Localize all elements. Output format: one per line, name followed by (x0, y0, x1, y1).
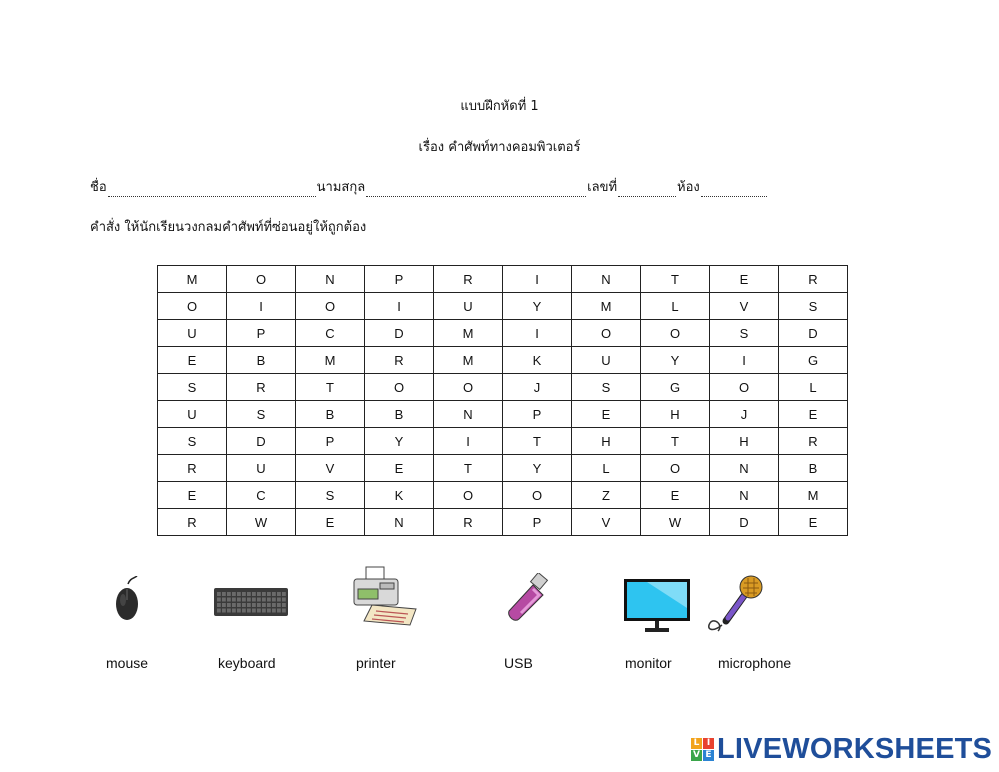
grid-cell[interactable]: N (572, 266, 641, 293)
grid-cell[interactable]: H (572, 428, 641, 455)
grid-row (158, 293, 848, 320)
grid-cell[interactable]: E (365, 455, 434, 482)
grid-cell[interactable]: J (503, 374, 572, 401)
grid-cell[interactable]: H (641, 401, 710, 428)
keyboard-icon (214, 588, 288, 616)
grid-cell[interactable]: E (779, 401, 848, 428)
printer-icon (350, 565, 420, 627)
mouse-icon (113, 576, 143, 622)
grid-cell[interactable]: W (641, 509, 710, 536)
grid-cell[interactable]: M (158, 266, 227, 293)
grid-cell[interactable]: D (779, 320, 848, 347)
word-usb: USB (504, 655, 533, 671)
grid-cell[interactable]: D (710, 509, 779, 536)
grid-row (158, 482, 848, 509)
monitor-icon (623, 578, 691, 634)
grid-cell[interactable]: U (572, 347, 641, 374)
surname-label: นามสกุล (316, 180, 366, 195)
grid-cell[interactable]: O (434, 482, 503, 509)
grid-cell[interactable]: M (434, 347, 503, 374)
grid-cell[interactable]: R (158, 455, 227, 482)
grid-cell[interactable]: I (227, 293, 296, 320)
grid-cell[interactable]: P (296, 428, 365, 455)
grid-cell[interactable]: G (779, 347, 848, 374)
grid-cell[interactable]: R (779, 266, 848, 293)
page-subtitle: เรื่อง คำศัพท์ทางคอมพิวเตอร์ (418, 140, 581, 155)
grid-row (158, 509, 848, 536)
grid-cell[interactable]: I (710, 347, 779, 374)
grid-cell[interactable]: V (710, 293, 779, 320)
grid-cell[interactable]: O (641, 320, 710, 347)
grid-cell[interactable]: W (227, 509, 296, 536)
grid-cell[interactable]: E (296, 509, 365, 536)
grid-cell[interactable]: O (572, 320, 641, 347)
grid-cell[interactable]: N (710, 455, 779, 482)
grid-cell[interactable]: E (158, 482, 227, 509)
usb-icon (503, 573, 551, 623)
grid-cell[interactable]: U (158, 401, 227, 428)
grid-cell[interactable]: R (158, 509, 227, 536)
grid-cell[interactable]: L (572, 455, 641, 482)
grid-cell[interactable]: E (641, 482, 710, 509)
grid-cell[interactable]: I (503, 266, 572, 293)
grid-cell[interactable]: O (710, 374, 779, 401)
grid-cell[interactable]: S (572, 374, 641, 401)
logo-badge-letter: I (703, 738, 714, 749)
grid-cell[interactable]: C (296, 320, 365, 347)
word-search-grid (157, 265, 848, 536)
grid-cell[interactable]: Y (503, 293, 572, 320)
grid-cell[interactable]: C (227, 482, 296, 509)
grid-row (158, 401, 848, 428)
grid-cell[interactable]: S (227, 401, 296, 428)
grid-row (158, 455, 848, 482)
grid-cell[interactable]: O (296, 293, 365, 320)
grid-cell[interactable]: Y (641, 347, 710, 374)
word-monitor: monitor (625, 655, 672, 671)
grid-cell[interactable]: E (572, 401, 641, 428)
grid-cell[interactable]: R (779, 428, 848, 455)
logo-badge-letter: V (691, 750, 702, 761)
grid-cell[interactable]: L (641, 293, 710, 320)
grid-cell[interactable]: M (572, 293, 641, 320)
grid-cell[interactable]: P (227, 320, 296, 347)
grid-cell[interactable]: B (365, 401, 434, 428)
grid-cell[interactable]: K (365, 482, 434, 509)
grid-cell[interactable]: U (434, 293, 503, 320)
grid-cell[interactable]: R (227, 374, 296, 401)
grid-cell[interactable]: O (434, 374, 503, 401)
grid-cell[interactable]: U (158, 320, 227, 347)
grid-cell[interactable]: S (158, 428, 227, 455)
grid-cell[interactable]: V (572, 509, 641, 536)
grid-cell[interactable]: N (710, 482, 779, 509)
grid-cell[interactable]: I (503, 320, 572, 347)
grid-cell[interactable]: M (779, 482, 848, 509)
word-microphone: microphone (718, 655, 792, 671)
logo-badge-icon (691, 738, 714, 761)
grid-cell[interactable]: R (434, 266, 503, 293)
grid-cell[interactable]: T (503, 428, 572, 455)
surname-field[interactable] (366, 183, 586, 197)
grid-cell[interactable]: M (434, 320, 503, 347)
grid-cell[interactable]: I (434, 428, 503, 455)
room-field[interactable] (701, 183, 767, 197)
grid-cell[interactable]: D (365, 320, 434, 347)
word-mouse: mouse (106, 655, 149, 671)
number-field[interactable] (618, 183, 676, 197)
logo-text: LIVEWORKSHEETS (717, 733, 993, 765)
grid-cell[interactable]: O (641, 455, 710, 482)
name-label: ชื่อ (90, 180, 107, 195)
grid-cell[interactable]: T (434, 455, 503, 482)
name-field[interactable] (108, 183, 316, 197)
grid-cell[interactable]: P (503, 509, 572, 536)
grid-cell[interactable]: S (710, 320, 779, 347)
microphone-icon (704, 573, 770, 639)
grid-cell[interactable]: S (779, 293, 848, 320)
grid-row (158, 374, 848, 401)
grid-cell[interactable]: M (296, 347, 365, 374)
grid-cell[interactable]: I (365, 293, 434, 320)
word-keyboard: keyboard (218, 655, 276, 671)
word-printer: printer (356, 655, 396, 671)
grid-row (158, 320, 848, 347)
grid-cell[interactable]: V (296, 455, 365, 482)
grid-cell[interactable]: J (710, 401, 779, 428)
grid-row (158, 347, 848, 374)
grid-row (158, 266, 848, 293)
grid-cell[interactable]: P (503, 401, 572, 428)
logo-badge-letter: E (703, 750, 714, 761)
instruction-text: คำสั่ง ให้นักเรียนวงกลมคำศัพท์ที่ซ่อนอยู่ให้ถูกต้อง (90, 220, 367, 235)
grid-cell[interactable]: G (641, 374, 710, 401)
student-info-line (90, 176, 768, 197)
grid-cell[interactable]: N (434, 401, 503, 428)
grid-cell[interactable]: U (227, 455, 296, 482)
grid-cell[interactable]: E (710, 266, 779, 293)
grid-cell[interactable]: H (710, 428, 779, 455)
grid-cell[interactable]: E (779, 509, 848, 536)
logo-badge-letter: L (691, 738, 702, 749)
grid-cell[interactable]: L (779, 374, 848, 401)
number-label: เลขที่ (587, 180, 618, 195)
grid-cell[interactable]: K (503, 347, 572, 374)
grid-cell[interactable]: P (365, 266, 434, 293)
grid-cell[interactable]: E (158, 347, 227, 374)
room-label: ห้อง (677, 180, 700, 195)
grid-cell[interactable]: S (158, 374, 227, 401)
grid-cell[interactable]: T (641, 266, 710, 293)
grid-cell[interactable]: O (227, 266, 296, 293)
grid-cell[interactable]: B (296, 401, 365, 428)
grid-cell[interactable]: Z (572, 482, 641, 509)
grid-cell[interactable]: T (296, 374, 365, 401)
grid-cell[interactable]: B (227, 347, 296, 374)
grid-cell[interactable]: N (365, 509, 434, 536)
grid-cell[interactable]: Y (503, 455, 572, 482)
grid-cell[interactable]: O (365, 374, 434, 401)
grid-cell[interactable]: R (365, 347, 434, 374)
grid-cell[interactable]: D (227, 428, 296, 455)
liveworksheets-logo[interactable] (691, 733, 992, 766)
grid-cell[interactable]: T (641, 428, 710, 455)
grid-row (158, 428, 848, 455)
grid-cell[interactable]: S (296, 482, 365, 509)
grid-cell[interactable]: R (434, 509, 503, 536)
grid-cell[interactable]: O (503, 482, 572, 509)
grid-cell[interactable]: O (158, 293, 227, 320)
grid-cell[interactable]: B (779, 455, 848, 482)
grid-cell[interactable]: N (296, 266, 365, 293)
page-title: แบบฝึกหัดที่ 1 (460, 99, 539, 114)
grid-cell[interactable]: Y (365, 428, 434, 455)
